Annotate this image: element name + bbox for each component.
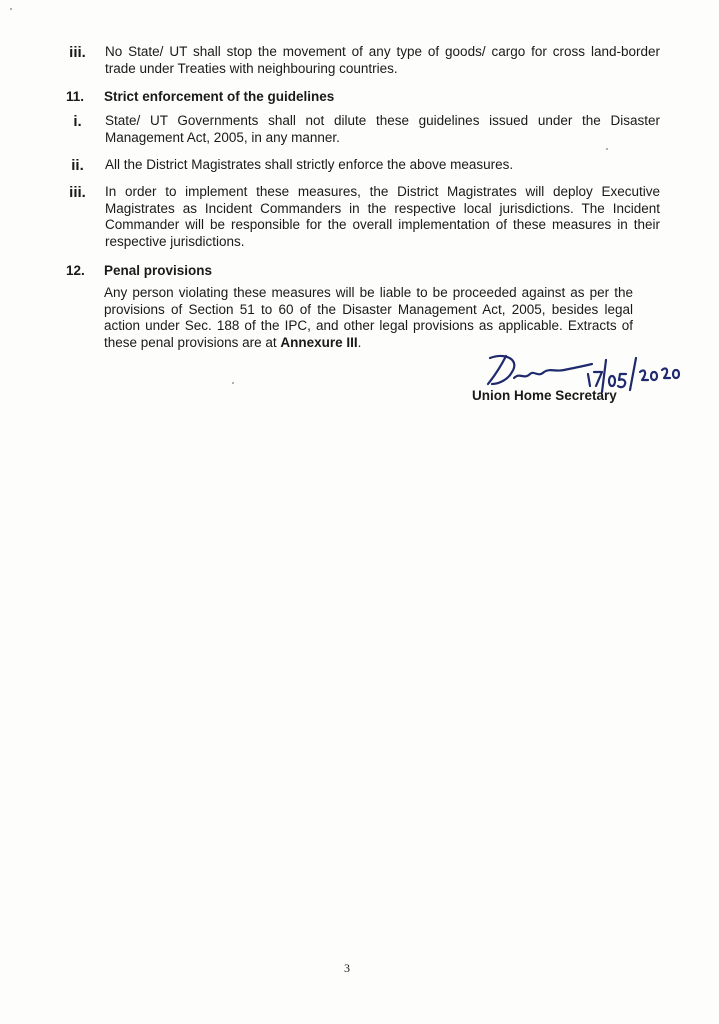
- item-text: In order to implement these measures, the District Magistrates will deploy Executive Magistrates as Incident Commanders in the respective local jurisdictions. The Incident Commander will be responsible for the overall implementation of these measures in their respective jurisdictions.: [105, 184, 660, 249]
- item-text: No State/ UT shall stop the movement of any type of goods/ cargo for cross land-border trade under Treaties with neighbouring countries.: [105, 44, 660, 76]
- item-marker: ii.: [71, 157, 84, 174]
- annexure-reference: Annexure III: [280, 334, 358, 350]
- list-item: [60, 44, 660, 77]
- penal-text-end: .: [357, 334, 362, 350]
- section-title: Penal provisions: [104, 263, 213, 278]
- item-marker: iii.: [69, 44, 86, 61]
- scan-speck: [232, 382, 234, 384]
- signatory-designation: Union Home Secretary: [472, 388, 617, 403]
- list-item: [60, 157, 660, 174]
- section-title: Strict enforcement of the guidelines: [104, 89, 335, 104]
- list-item: [60, 184, 660, 250]
- penal-text: [104, 285, 633, 351]
- item-marker: iii.: [69, 184, 86, 201]
- paragraph: [104, 285, 633, 351]
- page-number: 3: [344, 961, 350, 975]
- section-number: 11.: [66, 89, 85, 104]
- item-text: All the District Magistrates shall strictly enforce the above measures.: [105, 157, 514, 172]
- penal-text-main: Any person violating these measures will be liable to be proceeded against as per the provisions of Section 51 to 60 of the Disaster Management Act, 2005, besides legal action under Sec. 188 of the IPC, and other legal provisions as applicable. Extracts of these penal provisions are at: [104, 285, 633, 350]
- section-number: 12.: [66, 263, 85, 278]
- scan-speck: [606, 148, 608, 150]
- item-marker: i.: [73, 113, 82, 130]
- scan-speck: [10, 8, 12, 10]
- section-heading: [66, 262, 666, 279]
- item-text: State/ UT Governments shall not dilute these guidelines issued under the Disaster Management Act, 2005, in any manner.: [105, 113, 660, 145]
- list-item: [60, 113, 660, 146]
- section-heading: [66, 88, 666, 105]
